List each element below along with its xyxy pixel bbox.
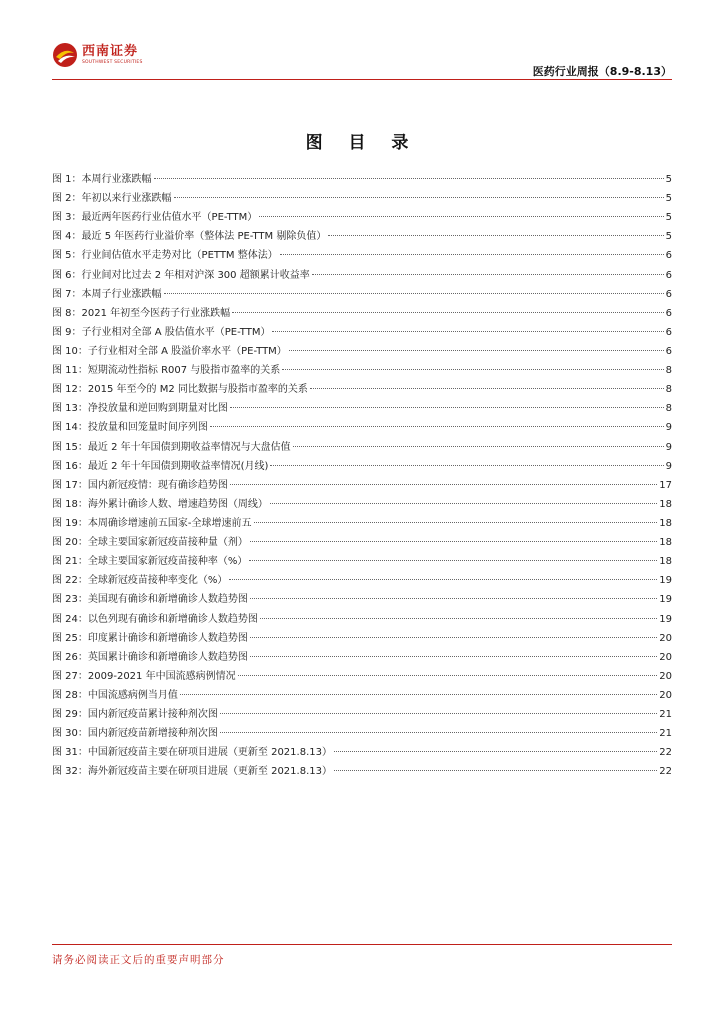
toc-entry[interactable] <box>52 227 672 246</box>
toc-entry-label[interactable]: 图 3：最近两年医药行业估值水平（PE-TTM） <box>52 212 258 224</box>
toc-entry[interactable] <box>52 323 672 342</box>
toc-entry[interactable] <box>52 762 672 781</box>
toc-entry-page-number: 8 <box>665 403 672 415</box>
toc-entry[interactable] <box>52 285 672 304</box>
toc-entry[interactable] <box>52 208 672 227</box>
toc-entry-page-number: 18 <box>659 498 672 510</box>
toc-dot-leader <box>282 369 663 370</box>
toc-entry-page-number: 18 <box>659 556 672 568</box>
toc-entry-label[interactable]: 图 4：最近 5 年医药行业溢价率（整体法 PE-TTM 剔除负值） <box>52 231 327 243</box>
toc-dot-leader <box>254 522 658 523</box>
toc-entry-page-number: 20 <box>659 670 672 682</box>
toc-entry-page-number: 19 <box>659 613 672 625</box>
toc-entry-page-number: 8 <box>665 384 672 396</box>
toc-dot-leader <box>270 465 663 466</box>
toc-entry-label[interactable]: 图 5：行业间估值水平走势对比（PETTM 整体法） <box>52 250 278 262</box>
toc-entry-label[interactable]: 图 19：本周确诊增速前五国家-全球增速前五 <box>52 517 252 529</box>
toc-entry[interactable] <box>52 361 672 380</box>
toc-dot-leader <box>334 770 657 771</box>
report-title: 医药行业周报（8.9-8.13） <box>532 65 672 78</box>
toc-dot-leader <box>220 713 657 714</box>
toc-dot-leader <box>164 293 664 294</box>
toc-dot-leader <box>238 675 658 676</box>
toc-entry[interactable] <box>52 380 672 399</box>
toc-dot-leader <box>293 446 664 447</box>
toc-entry-page-number: 5 <box>665 174 672 185</box>
toc-dot-leader <box>180 694 657 695</box>
toc-dot-leader <box>249 560 657 561</box>
toc-entry-page-number: 19 <box>659 575 672 587</box>
toc-entry[interactable] <box>52 189 672 208</box>
toc-entry[interactable] <box>52 629 672 648</box>
toc-entry-label[interactable]: 图 25：印度累计确诊和新增确诊人数趋势图 <box>52 632 248 644</box>
toc-dot-leader <box>250 541 657 542</box>
toc-entry-label[interactable]: 图 9：子行业相对全部 A 股估值水平（PE-TTM） <box>52 326 271 338</box>
toc-dot-leader <box>229 579 657 580</box>
toc-dot-leader <box>312 274 664 275</box>
toc-dot-leader <box>230 484 657 485</box>
toc-entry-label[interactable]: 图 18：海外累计确诊人数、增速趋势图（周线） <box>52 498 268 510</box>
toc-entry-page-number: 9 <box>665 422 672 434</box>
toc-entry-label[interactable]: 图 1：本周行业涨跌幅 <box>52 174 152 185</box>
toc-entry[interactable] <box>52 533 672 552</box>
toc-entry-label[interactable]: 图 10：子行业相对全部 A 股溢价率水平（PE-TTM） <box>52 345 287 357</box>
toc-dot-leader <box>310 388 664 389</box>
toc-entry[interactable] <box>52 514 672 533</box>
header-divider <box>52 79 672 80</box>
toc-entry[interactable] <box>52 457 672 476</box>
company-logo <box>52 42 143 68</box>
toc-entry-label[interactable]: 图 11：短期流动性指标 R007 与股指市盈率的关系 <box>52 365 281 377</box>
toc-entry-page-number: 22 <box>659 747 672 759</box>
toc-entry-page-number: 20 <box>659 689 672 701</box>
toc-entry-label[interactable]: 图 20：全球主要国家新冠疫苗接种量（剂） <box>52 537 248 549</box>
toc-entry-page-number: 6 <box>665 326 672 338</box>
footer-divider <box>52 944 672 945</box>
toc-entry-label[interactable]: 图 28：中国流感病例当月值 <box>52 689 178 701</box>
toc-entry-label[interactable]: 图 13：净投放量和逆回购到期量对比图 <box>52 403 228 415</box>
toc-dot-leader <box>334 751 657 752</box>
toc-dot-leader <box>260 618 657 619</box>
toc-entry[interactable] <box>52 552 672 571</box>
toc-dot-leader <box>250 598 657 599</box>
toc-dot-leader <box>280 254 664 255</box>
toc-entry-page-number: 18 <box>659 537 672 549</box>
toc-dot-leader <box>289 350 664 351</box>
toc-entry[interactable] <box>52 304 672 323</box>
toc-entry[interactable] <box>52 438 672 457</box>
toc-dot-leader <box>230 407 664 408</box>
toc-entry-label[interactable]: 图 12：2015 年至今的 M2 同比数据与股指市盈率的关系 <box>52 384 308 396</box>
toc-entry-label[interactable]: 图 30：国内新冠疫苗新增接种剂次图 <box>52 728 218 740</box>
toc-entry-label[interactable]: 图 2：年初以来行业涨跌幅 <box>52 193 172 205</box>
toc-entry[interactable] <box>52 590 672 609</box>
toc-entry-page-number: 5 <box>665 212 672 224</box>
toc-entry[interactable] <box>52 571 672 590</box>
toc-entry-page-number: 6 <box>665 307 672 319</box>
toc-entry-page-number: 6 <box>665 345 672 357</box>
toc-entry-label[interactable]: 图 14：投放量和回笼量时间序列图 <box>52 422 208 434</box>
logo-chinese-text: 西南证券 <box>82 44 139 59</box>
toc-dot-leader <box>210 426 664 427</box>
toc-entry[interactable] <box>52 246 672 265</box>
toc-dot-leader <box>250 637 657 638</box>
page-header <box>52 40 672 80</box>
toc-entry[interactable] <box>52 724 672 743</box>
toc-dot-leader <box>250 656 657 657</box>
toc-dot-leader <box>328 235 663 236</box>
toc-entry-page-number: 9 <box>665 441 672 453</box>
toc-dot-leader <box>220 732 657 733</box>
toc-dot-leader <box>272 331 663 332</box>
toc-entry-page-number: 21 <box>659 709 672 721</box>
footer-disclaimer: 请务必阅读正文后的重要声明部分 <box>52 954 225 966</box>
toc-entry[interactable] <box>52 648 672 667</box>
toc-entry[interactable] <box>52 418 672 437</box>
toc-entry-page-number: 18 <box>659 517 672 529</box>
toc-entry-label[interactable]: 图 6：行业间对比过去 2 年相对沪深 300 超额累计收益率 <box>52 269 310 281</box>
toc-entry-page-number: 6 <box>665 288 672 300</box>
toc-entry-label[interactable]: 图 21：全球主要国家新冠疫苗接种率（%） <box>52 556 248 568</box>
toc-entry-page-number: 6 <box>665 250 672 262</box>
toc-dot-leader <box>259 216 663 217</box>
toc-entry-label[interactable]: 图 15：最近 2 年十年国债到期收益率情况与大盘估值 <box>52 441 291 453</box>
toc-entry-label[interactable]: 图 32：海外新冠疫苗主要在研项目进展（更新至 2021.8.13） <box>52 766 332 778</box>
toc-entry[interactable] <box>52 705 672 724</box>
toc-entry-label[interactable]: 图 8：2021 年初至今医药子行业涨跌幅 <box>52 307 231 319</box>
toc-entry-label[interactable]: 图 27：2009-2021 年中国流感病例情况 <box>52 670 236 682</box>
toc-entry-page-number: 5 <box>665 231 672 243</box>
toc-entry-label[interactable]: 图 23：美国现有确诊和新增确诊人数趋势图 <box>52 594 248 606</box>
toc-dot-leader <box>154 178 664 179</box>
toc-entry-label[interactable]: 图 26：英国累计确诊和新增确诊人数趋势图 <box>52 651 248 663</box>
toc-entry[interactable] <box>52 476 672 495</box>
toc-dot-leader <box>270 503 657 504</box>
toc-entry-page-number: 8 <box>665 365 672 377</box>
toc-entry[interactable] <box>52 266 672 285</box>
toc-entry-page-number: 5 <box>665 193 672 205</box>
toc-entry-page-number: 9 <box>665 460 672 472</box>
toc-entry-label[interactable]: 图 17：国内新冠疫情：现有确诊趋势图 <box>52 479 228 491</box>
toc-entry[interactable] <box>52 667 672 686</box>
toc-entry-label[interactable]: 图 22：全球新冠疫苗接种率变化（%） <box>52 575 228 587</box>
toc-entry-label[interactable]: 图 24：以色列现有确诊和新增确诊人数趋势图 <box>52 613 258 625</box>
toc-entry-label[interactable]: 图 29：国内新冠疫苗累计接种剂次图 <box>52 709 218 721</box>
toc-entry[interactable] <box>52 399 672 418</box>
toc-entry[interactable] <box>52 342 672 361</box>
toc-entry-page-number: 6 <box>665 269 672 281</box>
toc-entry[interactable] <box>52 170 672 189</box>
toc-entry-label[interactable]: 图 16：最近 2 年十年国债到期收益率情况(月线) <box>52 460 269 472</box>
toc-entry[interactable] <box>52 610 672 629</box>
toc-entry-page-number: 20 <box>659 632 672 644</box>
toc-entry-label[interactable]: 图 7：本周子行业涨跌幅 <box>52 288 162 300</box>
toc-entry-page-number: 19 <box>659 594 672 606</box>
logo-emblem-icon <box>52 42 78 68</box>
toc-entry-page-number: 20 <box>659 651 672 663</box>
toc-entry-page-number: 17 <box>659 479 672 491</box>
toc-entry-page-number: 22 <box>659 766 672 778</box>
toc-heading: 图 目 录 <box>305 133 419 153</box>
figure-list <box>52 170 672 782</box>
toc-entry[interactable] <box>52 743 672 762</box>
logo-english-text: SOUTHWEST SECURITIES <box>82 60 143 65</box>
toc-entry[interactable] <box>52 686 672 705</box>
toc-entry[interactable] <box>52 495 672 514</box>
toc-entry-page-number: 21 <box>659 728 672 740</box>
toc-dot-leader <box>174 197 664 198</box>
toc-dot-leader <box>232 312 663 313</box>
toc-entry-label[interactable]: 图 31：中国新冠疫苗主要在研项目进展（更新至 2021.8.13） <box>52 747 332 759</box>
